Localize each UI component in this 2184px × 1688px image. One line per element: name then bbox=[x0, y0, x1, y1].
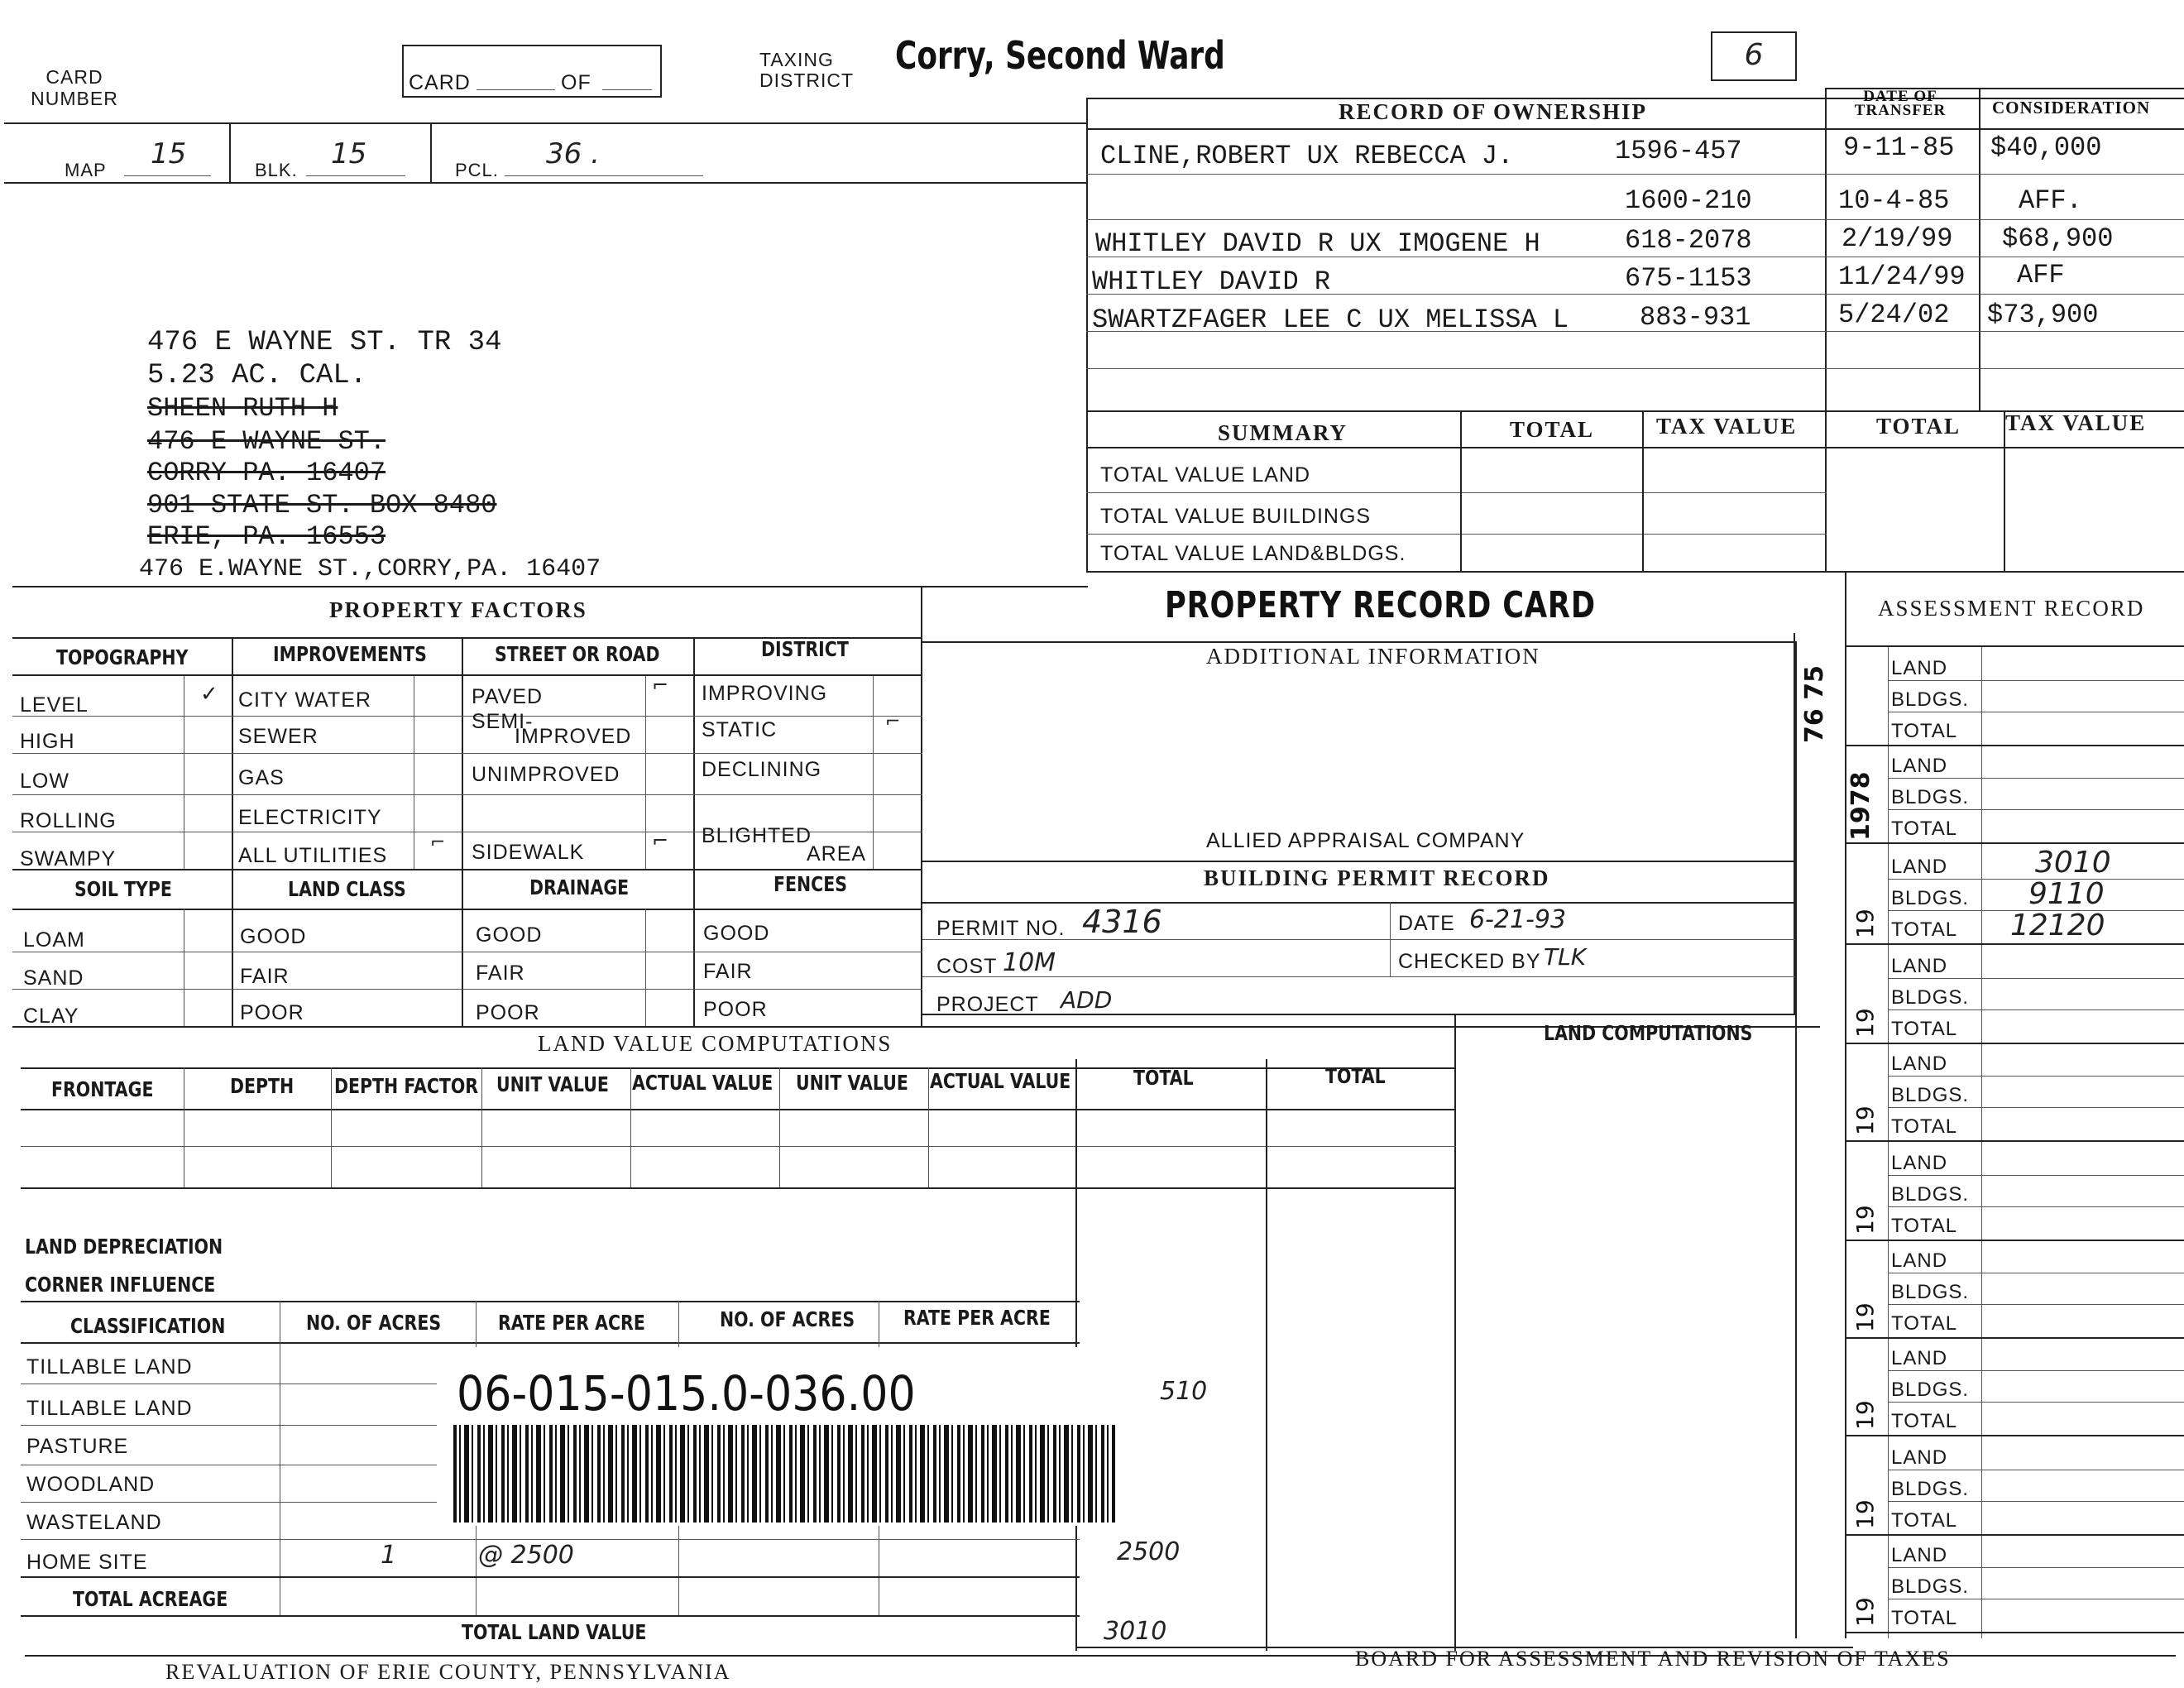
total-acreage-label: TOTAL ACREAGE bbox=[73, 1587, 228, 1611]
map-label: MAP bbox=[65, 160, 107, 180]
assessment-land-label-4: LAND bbox=[1891, 955, 1948, 977]
lv-col-depth-factor: DEPTH FACTOR bbox=[334, 1074, 479, 1098]
assessment-year-8: 19 bbox=[1851, 1400, 1879, 1430]
class-tillable-1: TILLABLE LAND bbox=[26, 1355, 193, 1379]
lv-col-total-1: TOTAL bbox=[1133, 1066, 1194, 1090]
impr-all-utilities: ALL UTILITIES bbox=[238, 844, 388, 867]
corner-influence-label: CORNER INFLUENCE bbox=[25, 1273, 216, 1297]
assessment-year-2: 1978 bbox=[1846, 771, 1875, 841]
address-line-8: 476 E.WAYNE ST.,CORRY,PA. 16407 bbox=[139, 555, 601, 583]
owner-row-5-consideration: $73,900 bbox=[1987, 300, 2099, 330]
assessment-total-label-7: TOTAL bbox=[1891, 1312, 1958, 1335]
pcl-value: 36 . bbox=[546, 137, 600, 170]
assessment-land-label-3: LAND bbox=[1891, 856, 1948, 878]
lv-col-unit-value-1: UNIT VALUE bbox=[496, 1072, 609, 1096]
impr-all-utilities-check: ⌐ bbox=[430, 832, 446, 853]
assessment-bldgs-label-2: BLDGS. bbox=[1891, 786, 1970, 808]
fences-poor: POOR bbox=[703, 998, 768, 1021]
home-site-acres: 1 bbox=[381, 1541, 397, 1570]
class-woodland: WOODLAND bbox=[26, 1473, 156, 1496]
impr-electricity: ELECTRICITY bbox=[238, 806, 382, 829]
additional-info-title: ADDITIONAL INFORMATION bbox=[1206, 644, 1540, 669]
assessment-title: ASSESSMENT RECORD bbox=[1878, 596, 2145, 621]
summary-row-land-bldgs: TOTAL VALUE LAND&BLDGS. bbox=[1100, 542, 1406, 565]
blk-label: BLK. bbox=[255, 160, 298, 180]
permit-no-value: 4316 bbox=[1082, 904, 1162, 940]
assessment-land-label-1: LAND bbox=[1891, 657, 1948, 679]
no-of-acres-header-2: NO. OF ACRES bbox=[720, 1307, 855, 1331]
assessment-year-1: 76 75 bbox=[1800, 665, 1829, 743]
address-line-4: 476 E WAYNE ST. bbox=[147, 426, 386, 457]
lv-col-frontage: FRONTAGE bbox=[51, 1077, 154, 1101]
street-sidewalk: SIDEWALK bbox=[472, 841, 585, 864]
class-pasture: PASTURE bbox=[26, 1435, 129, 1458]
assessment-bldgs-label-8: BLDGS. bbox=[1891, 1379, 1970, 1401]
assessment-land-label-7: LAND bbox=[1891, 1249, 1948, 1272]
blk-value: 15 bbox=[331, 137, 367, 170]
street-paved: PAVED bbox=[472, 685, 544, 708]
footer-right: BOARD FOR ASSESSMENT AND REVISION OF TAXES bbox=[1355, 1647, 1951, 1671]
card-number-label: CARD NUMBER bbox=[31, 66, 118, 109]
district-declining: DECLINING bbox=[702, 758, 822, 781]
assessment-bldgs-label-6: BLDGS. bbox=[1891, 1183, 1970, 1206]
permit-checked-by-label: CHECKED BY bbox=[1398, 950, 1541, 973]
card-box-number-value: 6 bbox=[1744, 38, 1764, 72]
address-line-2: 5.23 AC. CAL. bbox=[147, 360, 367, 391]
land-value-title: LAND VALUE COMPUTATIONS bbox=[538, 1031, 893, 1056]
owner-row-3-book: 618-2078 bbox=[1625, 225, 1752, 256]
improvements-header: IMPROVEMENTS bbox=[273, 642, 427, 666]
home-site-rate: @ 2500 bbox=[478, 1541, 574, 1570]
assessment-year-3: 19 bbox=[1851, 909, 1879, 938]
owner-row-2-date: 10-4-85 bbox=[1838, 185, 1950, 216]
assessment-total-label-2: TOTAL bbox=[1891, 818, 1958, 840]
assessment-land-label-10: LAND bbox=[1891, 1544, 1948, 1566]
land-class-poor: POOR bbox=[240, 1001, 304, 1024]
owner-row-2-consideration: AFF. bbox=[2019, 185, 2082, 216]
assessment-total-label-10: TOTAL bbox=[1891, 1607, 1958, 1629]
district-static: STATIC bbox=[702, 718, 778, 741]
drainage-header: DRAINAGE bbox=[529, 875, 630, 899]
permit-no-label: PERMIT NO. bbox=[936, 917, 1066, 940]
district-blighted: BLIGHTED bbox=[702, 824, 812, 847]
assessment-total-label-1: TOTAL bbox=[1891, 720, 1958, 742]
date-of-transfer-header: DATE OF TRANSFER bbox=[1854, 88, 1947, 119]
street-sidewalk-check: ⌐ bbox=[652, 829, 669, 852]
topo-high: HIGH bbox=[20, 730, 75, 753]
lv-col-actual-value-1: ACTUAL VALUE bbox=[632, 1071, 774, 1095]
rate-per-acre-header-1: RATE PER ACRE bbox=[498, 1311, 645, 1335]
topo-swampy: SWAMPY bbox=[20, 847, 117, 870]
impr-city-water: CITY WATER bbox=[238, 688, 371, 712]
soil-sand: SAND bbox=[23, 966, 84, 990]
assessment-bldgs-label-5: BLDGS. bbox=[1891, 1084, 1970, 1106]
permit-date-label: DATE bbox=[1398, 912, 1455, 935]
owner-row-5-book: 883-931 bbox=[1640, 302, 1751, 333]
assessment-bldgs-label-7: BLDGS. bbox=[1891, 1281, 1970, 1303]
address-line-6: 901 STATE ST. BOX 8480 bbox=[147, 490, 497, 520]
total-land-value-written: 3010 bbox=[1104, 1617, 1167, 1646]
owner-row-3-date: 2/19/99 bbox=[1842, 223, 1953, 254]
of-label: OF bbox=[561, 71, 592, 94]
lv-col-unit-value-2: UNIT VALUE bbox=[796, 1071, 908, 1095]
ownership-title: RECORD OF OWNERSHIP bbox=[1339, 99, 1648, 124]
district-area: AREA bbox=[807, 842, 867, 866]
owner-row-2-book: 1600-210 bbox=[1625, 185, 1752, 216]
taxing-district-label: TAXING DISTRICT bbox=[759, 49, 855, 91]
total-land-value-label: TOTAL LAND VALUE bbox=[462, 1620, 647, 1644]
address-line-5: CORRY PA. 16407 bbox=[147, 458, 386, 488]
summary-tax-value-header: TAX VALUE bbox=[1656, 414, 1798, 439]
summary-title: SUMMARY bbox=[1218, 420, 1348, 445]
owner-row-4-name: WHITLEY DAVID R bbox=[1092, 266, 1331, 297]
topo-level-check: ✓ bbox=[200, 682, 218, 707]
assessment-total-label-3: TOTAL bbox=[1891, 918, 1958, 941]
district-static-check: ⌐ bbox=[885, 712, 901, 732]
topography-header: TOPOGRAPHY bbox=[56, 645, 189, 669]
impr-gas: GAS bbox=[238, 766, 285, 789]
topo-rolling: ROLLING bbox=[20, 809, 117, 832]
consideration-header: CONSIDERATION bbox=[1992, 98, 2151, 117]
home-site-total: 2500 bbox=[1117, 1537, 1181, 1566]
assessment-land-label-8: LAND bbox=[1891, 1347, 1948, 1369]
owner-row-4-book: 675-1153 bbox=[1625, 263, 1752, 294]
assessment-total-label-9: TOTAL bbox=[1891, 1509, 1958, 1532]
permit-cost-value: 10M bbox=[1003, 948, 1056, 977]
owner-row-3-consideration: $68,900 bbox=[2002, 223, 2114, 254]
assessment-land-3: 3010 bbox=[2035, 846, 2111, 880]
assessment-bldgs-label-9: BLDGS. bbox=[1891, 1478, 1970, 1500]
rate-per-acre-header-2: RATE PER ACRE bbox=[903, 1306, 1051, 1330]
land-depreciation-label: LAND DEPRECIATION bbox=[25, 1235, 223, 1259]
owner-row-5-name: SWARTZFAGER LEE C UX MELISSA L bbox=[1092, 305, 1569, 335]
impr-sewer: SEWER bbox=[238, 725, 318, 748]
permit-cost-label: COST bbox=[936, 955, 998, 978]
assessment-total-3: 12120 bbox=[2010, 909, 2105, 942]
district-improving: IMPROVING bbox=[702, 682, 828, 705]
topo-low: LOW bbox=[20, 770, 69, 793]
address-line-3: SHEEN RUTH H bbox=[147, 393, 338, 424]
address-line-7: ERIE, PA. 16553 bbox=[147, 521, 386, 552]
street-unimproved: UNIMPROVED bbox=[472, 763, 620, 786]
fences-good: GOOD bbox=[703, 922, 770, 945]
street-improved: IMPROVED bbox=[515, 725, 632, 748]
fences-fair: FAIR bbox=[703, 960, 753, 983]
owner-row-1-name: CLINE,ROBERT UX REBECCA J. bbox=[1100, 141, 1514, 171]
card-label: CARD bbox=[409, 71, 471, 94]
assessment-year-10: 19 bbox=[1851, 1597, 1879, 1627]
no-of-acres-header-1: NO. OF ACRES bbox=[306, 1311, 442, 1335]
handwritten-510: 510 bbox=[1160, 1377, 1208, 1406]
street-header: STREET OR ROAD bbox=[495, 642, 660, 666]
lv-col-depth: DEPTH bbox=[230, 1074, 295, 1098]
owner-row-1-book: 1596-457 bbox=[1615, 136, 1742, 166]
assessment-bldgs-3: 9110 bbox=[2028, 877, 2105, 911]
owner-row-4-consideration: AFF bbox=[2017, 260, 2065, 290]
summary-row-land: TOTAL VALUE LAND bbox=[1100, 463, 1311, 487]
appraiser-name: ALLIED APPRAISAL COMPANY bbox=[1206, 829, 1525, 852]
assessment-land-label-9: LAND bbox=[1891, 1446, 1948, 1469]
assessment-bldgs-label-1: BLDGS. bbox=[1891, 688, 1970, 711]
owner-row-5-date: 5/24/02 bbox=[1838, 300, 1950, 330]
permit-project-label: PROJECT bbox=[936, 993, 1039, 1016]
owner-row-1-date: 9-11-85 bbox=[1843, 132, 1955, 163]
land-class-fair: FAIR bbox=[240, 965, 290, 988]
summary-total-header: TOTAL bbox=[1510, 417, 1595, 442]
assessment-total-label-6: TOTAL bbox=[1891, 1215, 1958, 1237]
summary-total-header-2: TOTAL bbox=[1876, 414, 1961, 439]
permit-date-value: 6-21-93 bbox=[1469, 905, 1567, 934]
classification-header: CLASSIFICATION bbox=[70, 1314, 226, 1338]
owner-row-1-consideration: $40,000 bbox=[1990, 132, 2102, 163]
permit-checked-by-value: TLK bbox=[1544, 943, 1587, 971]
card-title: PROPERTY RECORD CARD bbox=[1165, 584, 1596, 626]
map-value: 15 bbox=[151, 137, 187, 170]
address-line-1: 476 E WAYNE ST. TR 34 bbox=[147, 327, 502, 358]
land-class-header: LAND CLASS bbox=[288, 877, 406, 901]
permit-title: BUILDING PERMIT RECORD bbox=[1204, 866, 1550, 890]
summary-tax-value-header-2: TAX VALUE bbox=[2005, 410, 2147, 435]
drainage-fair: FAIR bbox=[476, 961, 525, 985]
property-factors-title: PROPERTY FACTORS bbox=[329, 597, 587, 622]
barcode-icon bbox=[453, 1425, 1115, 1523]
assessment-year-7: 19 bbox=[1851, 1302, 1879, 1332]
assessment-land-label-6: LAND bbox=[1891, 1152, 1948, 1174]
soil-loam: LOAM bbox=[23, 928, 85, 952]
assessment-year-5: 19 bbox=[1851, 1105, 1879, 1135]
assessment-bldgs-label-3: BLDGS. bbox=[1891, 887, 1970, 909]
class-home-site: HOME SITE bbox=[26, 1551, 148, 1574]
assessment-land-label-5: LAND bbox=[1891, 1053, 1948, 1075]
assessment-year-9: 19 bbox=[1851, 1499, 1879, 1529]
land-computations-title: LAND COMPUTATIONS bbox=[1544, 1021, 1753, 1045]
assessment-total-label-5: TOTAL bbox=[1891, 1115, 1958, 1138]
lv-col-actual-value-2: ACTUAL VALUE bbox=[930, 1069, 1071, 1093]
drainage-poor: POOR bbox=[476, 1001, 540, 1024]
owner-row-4-date: 11/24/99 bbox=[1838, 261, 1966, 292]
fences-header: FENCES bbox=[774, 872, 847, 896]
card-box-number bbox=[1711, 31, 1797, 81]
street-paved-check: ⌐ bbox=[652, 674, 669, 697]
lv-col-total-2: TOTAL bbox=[1325, 1064, 1386, 1088]
land-class-good: GOOD bbox=[240, 925, 307, 948]
owner-row-3-name: WHITLEY DAVID R UX IMOGENE H bbox=[1095, 228, 1540, 259]
assessment-year-6: 19 bbox=[1851, 1205, 1879, 1235]
district-header: DISTRICT bbox=[761, 637, 849, 661]
soil-clay: CLAY bbox=[23, 1005, 79, 1028]
permit-project-value: ADD bbox=[1061, 986, 1113, 1014]
taxing-district-value: Corry, Second Ward bbox=[895, 33, 1225, 78]
topo-level: LEVEL bbox=[20, 693, 89, 717]
class-wasteland: WASTELAND bbox=[26, 1511, 162, 1534]
assessment-bldgs-label-4: BLDGS. bbox=[1891, 986, 1970, 1009]
footer-left: REVALUATION OF ERIE COUNTY, PENNSYLVANIA bbox=[165, 1660, 731, 1684]
drainage-good: GOOD bbox=[476, 923, 543, 947]
class-tillable-2: TILLABLE LAND bbox=[26, 1397, 193, 1420]
assessment-land-label-2: LAND bbox=[1891, 755, 1948, 777]
soil-type-header: SOIL TYPE bbox=[74, 877, 172, 901]
assessment-total-label-4: TOTAL bbox=[1891, 1018, 1958, 1040]
barcode-number: 06-015-015.0-036.00 bbox=[457, 1365, 916, 1422]
assessment-total-label-8: TOTAL bbox=[1891, 1410, 1958, 1432]
assessment-bldgs-label-10: BLDGS. bbox=[1891, 1575, 1970, 1598]
assessment-year-4: 19 bbox=[1851, 1008, 1879, 1038]
street-semi: SEMI- bbox=[472, 710, 534, 733]
summary-row-buildings: TOTAL VALUE BUILDINGS bbox=[1100, 505, 1372, 528]
pcl-label: PCL. bbox=[455, 160, 499, 180]
